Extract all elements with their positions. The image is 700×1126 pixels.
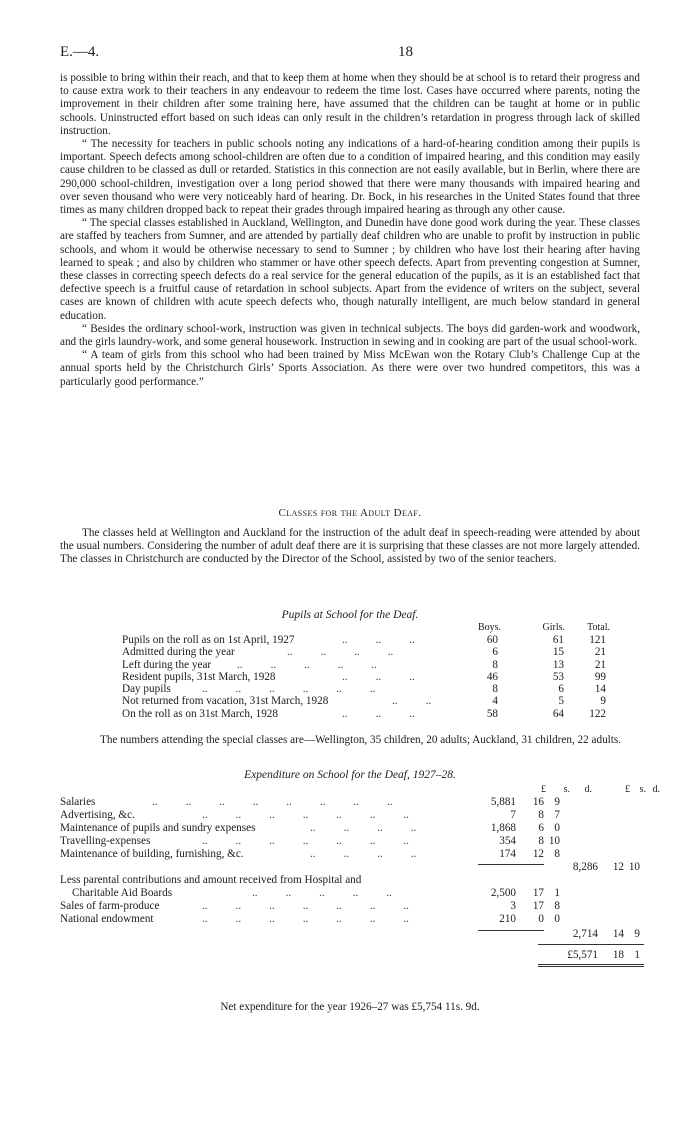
cell-girls: 61 (552, 634, 564, 646)
cell-boys: 46 (486, 670, 498, 683)
leader-dots: .. .. .. .. (287, 646, 394, 659)
net-total-row (60, 941, 660, 965)
cell-shillings: 6 (538, 822, 544, 834)
row-label: Salaries (60, 796, 96, 808)
paragraph: “ The special classes established in Auckland, Wellington, and Dunedin have done good work during the year. These classes are staffed by teachers from Sumner, and are attended by partially deaf children who are unable to profit by instruction in public schools, and whom it would be otherwise necessary to send to Sumner ; by children who have lost their hearing after having learned to speak ; and also by children who stammer or have other speech defects. Apart from preventing congestion at Sumner, these classes in correcting speech defects do a real service for the general education of the pupils, as it is an established fact that defective speech is a fruitful cause of retardation in school subjects. Apart from the evidence of writers on the subject, several cases are known of children with acute speech defects who, though naturally intelligent, are much below standard in general education. (60, 217, 640, 322)
column-header-pounds-total: £ (625, 784, 630, 795)
attendance-note (60, 734, 640, 747)
cell-pounds: 354 (499, 835, 516, 847)
row-label: Advertising, &c. (60, 809, 135, 821)
row-label: Charitable Aid Boards (72, 887, 173, 899)
table-row (60, 874, 660, 887)
deductions-rule (478, 930, 544, 931)
column-header-pounds: £ (541, 784, 546, 795)
cell-pounds: 2,500 (490, 887, 516, 899)
row-label: Admitted during the year (122, 646, 235, 659)
cell-total: 99 (594, 670, 606, 683)
net-total-rule-top (538, 944, 644, 945)
column-header-total: Total. (587, 622, 610, 633)
page-header (60, 44, 640, 64)
deductions-total-pounds: 2,714 (572, 928, 598, 940)
cell-boys: 60 (486, 634, 498, 646)
cell-shillings: 8 (538, 809, 544, 821)
subtotal-pence: 10 (628, 861, 640, 873)
row-label: Pupils on the roll as on 1st April, 1927 (122, 634, 295, 646)
cell-pence: 9 (554, 796, 560, 808)
leader-dots: .. .. .. (342, 707, 415, 720)
cell-pounds: 3 (510, 900, 516, 912)
leader-dots: .. .. .. .. .. .. .. .. (152, 796, 393, 808)
table-row (122, 695, 606, 708)
deductions-total-pence: 9 (634, 928, 640, 940)
row-label: Day pupils (122, 683, 171, 696)
leader-dots: .. .. .. .. .. .. .. (202, 900, 409, 912)
column-header-pence: d. (584, 784, 592, 795)
paragraph: “ A team of girls from this school who had been trained by Miss McEwan won the Rotary Club’s Challenge Cup at the annual sports held by the Christchurch Girls’ Sports Association. As there were over two hundred competitors, this was a particularly good performance.” (60, 349, 640, 388)
deductions-total-shillings: 14 (612, 928, 624, 940)
subtotal-row (60, 861, 660, 874)
table-row (122, 634, 606, 646)
section-body (60, 527, 640, 567)
cell-pounds: 174 (499, 848, 516, 860)
cell-boys: 6 (492, 646, 498, 659)
row-label: On the roll as on 31st March, 1928 (122, 707, 278, 720)
subtotal-rule (478, 864, 544, 865)
pupils-table (122, 622, 610, 720)
cell-boys: 58 (486, 707, 498, 720)
cell-total: 21 (594, 646, 606, 659)
table-row (60, 848, 660, 861)
cell-girls: 5 (558, 695, 564, 708)
page-number: 18 (398, 44, 413, 60)
table-row (122, 707, 606, 720)
row-label: Sales of farm-produce (60, 900, 160, 912)
leader-dots: .. .. .. (342, 670, 415, 683)
leader-dots: .. .. .. (342, 634, 415, 646)
cell-pence: 7 (554, 809, 560, 821)
table-row (60, 822, 660, 835)
cell-girls: 64 (552, 707, 564, 720)
net-total-pence: 1 (634, 949, 640, 961)
table-row (60, 809, 660, 822)
leader-dots: .. .. .. .. .. (252, 887, 392, 899)
net-total-shillings: 18 (612, 949, 624, 961)
row-label: Not returned from vacation, 31st March, 1928 (122, 695, 329, 708)
cell-boys: 8 (492, 658, 498, 671)
leader-dots: .. .. .. .. .. .. (202, 683, 376, 696)
column-header-shillings: s. (563, 784, 570, 795)
cell-total: 21 (594, 658, 606, 671)
table-row (60, 913, 660, 926)
cell-boys: 4 (492, 695, 498, 708)
row-label: Travelling-expenses (60, 835, 151, 847)
cell-shillings: 17 (532, 900, 544, 912)
net-total-rule-bottom (538, 964, 644, 967)
leader-dots: .. .. .. .. .. .. .. (202, 809, 409, 821)
cell-pounds: 210 (499, 913, 516, 925)
row-label: National endowment (60, 913, 154, 925)
table-row (122, 646, 606, 659)
footer-note: Net expenditure for the year 1926–27 was £5,754 11s. 9d. (220, 1001, 480, 1013)
section-heading-text: Classes for the Adult Deaf. (278, 507, 422, 519)
paragraph: “ Besides the ordinary school-work, instruction was given in technical subjects. The boys did garden-work and woodwork, and the girls laundry-work, and some general housework. Instruction in sewing and in cooking are part of the usual school-work. (60, 322, 640, 349)
table-row (60, 900, 660, 913)
table-row (60, 887, 660, 900)
leader-dots: .. .. .. .. .. (237, 658, 377, 671)
table-row (60, 796, 660, 809)
cell-shillings: 17 (532, 887, 544, 899)
row-label: Maintenance of pupils and sundry expenses (60, 822, 256, 834)
net-total-pounds: £5,571 (567, 949, 598, 961)
leader-dots: .. .. .. .. (310, 848, 417, 860)
cell-pence: 8 (554, 848, 560, 860)
cell-total: 14 (594, 683, 606, 696)
table-row (122, 683, 606, 696)
deduction-heading: Less parental contributions and amount received from Hospital and (60, 874, 362, 886)
cell-pence: 10 (548, 835, 560, 847)
leader-dots: .. .. .. .. (310, 822, 417, 834)
cell-girls: 15 (552, 646, 564, 659)
cell-pounds: 5,881 (490, 796, 516, 808)
cell-girls: 13 (552, 658, 564, 671)
pupils-table-title: Pupils at School for the Deaf. (281, 609, 419, 621)
table-row (122, 670, 606, 683)
cell-pounds: 1,868 (490, 822, 516, 834)
column-header-pence-total: d. (652, 784, 660, 795)
cell-pounds: 7 (510, 809, 516, 821)
column-header-girls: Girls. (542, 622, 565, 633)
cell-shillings: 8 (538, 835, 544, 847)
cell-total: 121 (589, 634, 606, 646)
paragraph: The classes held at Wellington and Auckland for the instruction of the adult deaf in speech-reading were attended by about the usual numbers. Considering the number of adult deaf there are it is surprising that these classes are not more largely attended. The classes in Christchurch are conducted by the Director of the School, assisted by two of the senior teachers. (60, 527, 640, 566)
report-body (60, 72, 640, 389)
column-header-shillings-total: s. (639, 784, 646, 795)
leader-dots: .. .. .. .. .. .. .. (202, 913, 409, 925)
leader-dots: .. .. .. .. .. .. .. (202, 835, 409, 847)
cell-pence: 1 (554, 887, 560, 899)
column-header-boys: Boys. (477, 622, 501, 633)
subtotal-shillings: 12 (612, 861, 624, 873)
cell-total: 122 (589, 707, 606, 720)
paragraph: The numbers attending the special classes are—Wellington, 35 children, 20 adults; Auckland, 31 children, 22 adults. (100, 734, 622, 746)
cell-boys: 8 (492, 683, 498, 696)
paragraph: is possible to bring within their reach, and that to keep them at home when they should be at school is to retard their progress and to cause extra work to their teachers in any endeavour to redeem the time lost. Cases have occurred where parents, noting the improvement in their children after some training here, have assumed that the children can be taught at home or in public schools. Uninstructed effort based on such ideas can only result in the children’s retardation in progress through lack of skilled instruction. (60, 72, 640, 137)
cell-shillings: 16 (532, 796, 544, 808)
cell-girls: 53 (552, 670, 564, 683)
cell-pence: 0 (554, 913, 560, 925)
table-row (122, 658, 606, 671)
paragraph: “ The necessity for teachers in public schools noting any indications of a hard-of-hearing condition among their pupils is important. Speech defects among school-children are often due to a condition of impaired hearing, and this condition may easily cause children to be classed as dull or retarded. Statistics in this connection are not easily available, but in Berlin, where there are 290,000 school-children, investigation over a long period showed that there were many thousands with impaired hearing and over seven thousand who were very noticeably hard of hearing. Dr. Bock, in his researches in the United States found that three times as many children dropped back to repeat their grades through impaired hearing as through any other cause. (60, 138, 640, 217)
cell-shillings: 12 (532, 848, 544, 860)
section-heading (0, 507, 700, 519)
deductions-total-row (60, 926, 660, 941)
expenditure-table (60, 783, 660, 965)
table-row (60, 835, 660, 848)
cell-total: 9 (600, 695, 606, 708)
cell-girls: 6 (558, 683, 564, 696)
row-label: Left during the year (122, 658, 212, 671)
cell-shillings: 0 (538, 913, 544, 925)
cell-pence: 0 (554, 822, 560, 834)
row-label: Resident pupils, 31st March, 1928 (122, 670, 276, 683)
subtotal-pounds: 8,286 (572, 861, 598, 873)
leader-dots: .. .. (392, 695, 432, 708)
expenditure-table-title: Expenditure on School for the Deaf, 1927–28. (244, 769, 456, 781)
row-label: Maintenance of building, furnishing, &c. (60, 848, 244, 860)
table-header-row (60, 783, 660, 796)
document-reference: E.—4. (60, 44, 100, 60)
cell-pence: 8 (554, 900, 560, 912)
table-header-row (122, 622, 610, 634)
